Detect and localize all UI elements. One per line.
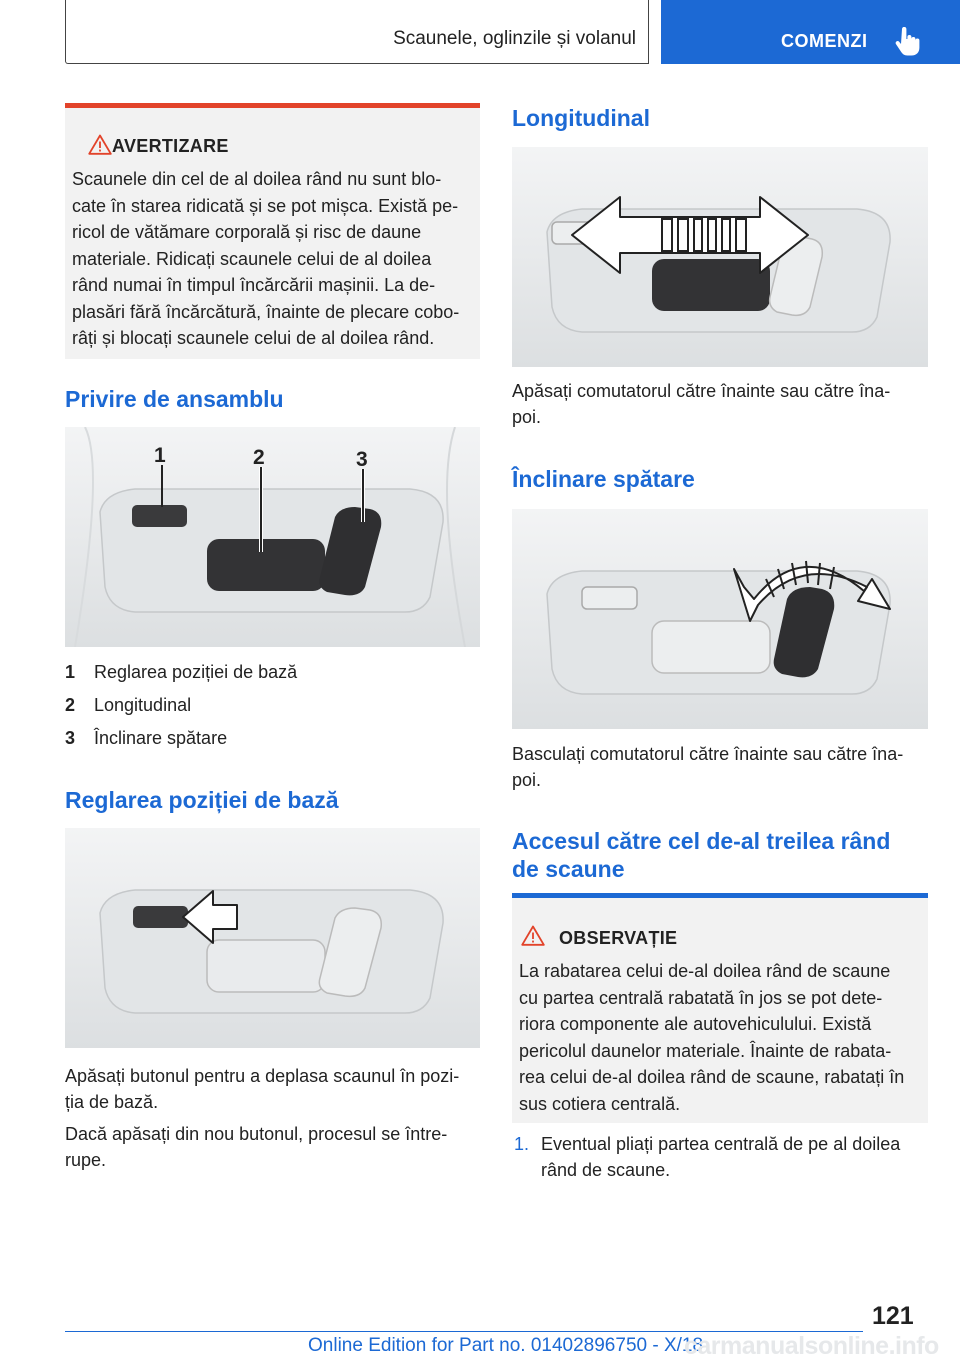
warning-title: AVERTIZARE xyxy=(112,136,229,156)
longitudinal-para: Apăsați comutatorul către înainte sau către îna‐ poi. xyxy=(512,381,891,427)
longitudinal-heading: Longitudinal xyxy=(512,105,650,131)
legend-item: 1 Reglarea poziției de bază xyxy=(65,662,298,682)
callout-3: 3 xyxy=(356,448,368,471)
legend-item: 3 Înclinare spătare xyxy=(65,728,228,748)
overview-legend xyxy=(65,660,480,759)
step-number: 1. xyxy=(514,1134,530,1154)
notice-box xyxy=(512,893,928,1123)
base-position-para-2: Dacă apăsați din nou butonul, procesul se între‐ rupe. xyxy=(65,1124,448,1170)
warning-triangle-icon xyxy=(88,134,112,155)
footer-edition: Online Edition for Part no. 01402896750 - X/18 xyxy=(308,1335,704,1356)
backrest-figure xyxy=(512,509,928,729)
chapter-label: COMENZI xyxy=(781,31,868,51)
third-row-heading: Accesul către cel de-al treilea rând de scaune xyxy=(512,828,891,882)
warning-box xyxy=(65,103,480,359)
step-text: Eventual pliați partea centrală de pe al doilea rând de scaune. xyxy=(541,1134,901,1180)
hand-pointer-icon xyxy=(893,27,921,57)
notice-title: OBSERVAȚIE xyxy=(559,928,678,948)
base-position-heading: Reglarea poziției de bază xyxy=(65,787,339,813)
callout-1: 1 xyxy=(154,444,166,467)
footer-watermark: carmanualsonline.info xyxy=(684,1332,939,1360)
callout-2: 2 xyxy=(253,446,265,469)
header-section-tab xyxy=(65,0,649,64)
overview-figure xyxy=(65,427,480,647)
section-title: Scaunele, oglinzile și volanul xyxy=(393,28,636,49)
page-number: 121 xyxy=(872,1302,914,1330)
longitudinal-figure xyxy=(512,147,928,367)
backrest-para: Basculați comutatorul către înainte sau către îna‐ poi. xyxy=(512,744,904,790)
warning-text: Scaunele din cel de al doilea rând nu sunt blo‐ cate în starea ridicată și se pot mișca. Există pe‐ ricol de vătămare corporală și risc de daune materiale. Ridicați scaunele celui de al doilea rând numai în timpul încărcării mașinii. La de‐ plasări fără încărcătură, înainte de plecare cobo‐ râți și blocați scaunele celui de al doilea rând. xyxy=(72,169,460,348)
notice-triangle-icon xyxy=(521,925,545,946)
base-position-figure xyxy=(65,828,480,1048)
backrest-heading: Înclinare spătare xyxy=(512,466,695,492)
legend-item: 2 Longitudinal xyxy=(65,695,192,715)
base-position-para-1: Apăsați butonul pentru a deplasa scaunul în pozi‐ ția de bază. xyxy=(65,1066,460,1112)
notice-text: La rabatarea celui de-al doilea rând de scaune cu partea centrală rabatată în jos se pot dete‐ riora componente ale autovehiculului. Există pericolul daunelor materiale. Înainte de rabata‐ rea celui de-al doilea rând de scaune, rabatați în sus cotiera centrală. xyxy=(519,961,905,1114)
overview-heading: Privire de ansamblu xyxy=(65,386,284,412)
